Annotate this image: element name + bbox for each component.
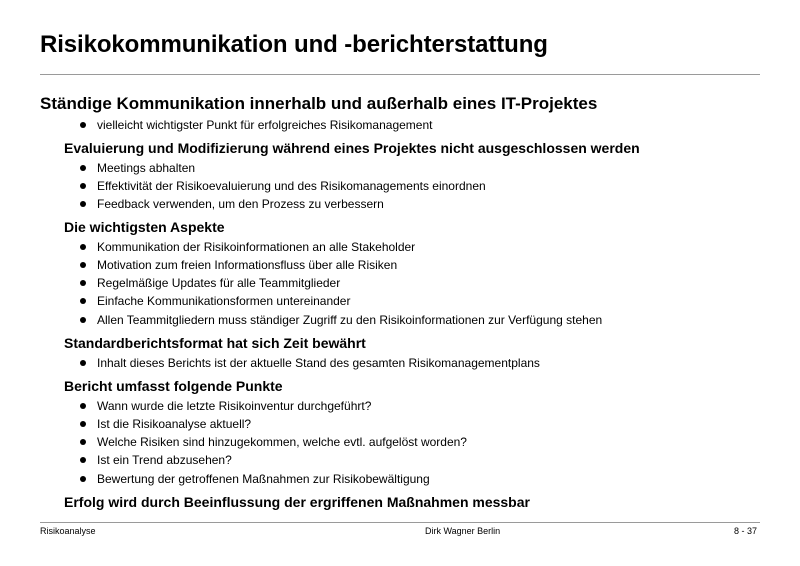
list-item [80, 160, 195, 176]
list-item [80, 452, 232, 468]
list-item [80, 275, 340, 291]
bullet-text: Ist die Risikoanalyse aktuell? [97, 417, 252, 431]
bullet-icon [80, 360, 86, 366]
section-heading: Die wichtigsten Aspekte [64, 219, 225, 235]
list-item [80, 178, 486, 194]
bullet-icon [80, 183, 86, 189]
list-item [80, 416, 251, 432]
slide-title: Risikokommunikation und -berichterstattung [40, 31, 548, 58]
bullet-text: Regelmäßige Updates für alle Teammitglieder [97, 276, 341, 290]
section-heading: Bericht umfasst folgende Punkte [64, 378, 283, 394]
bullet-text: Bewertung der getroffenen Maßnahmen zur Risikobewältigung [97, 472, 430, 486]
bullet-icon [80, 298, 86, 304]
bullet-text: Motivation zum freien Informationsfluss über alle Risiken [97, 258, 398, 272]
bullet-icon [80, 317, 86, 323]
footer-topic: Risikoanalyse [40, 526, 96, 536]
list-item [80, 239, 415, 255]
list-item [80, 196, 384, 212]
bullet-text: Meetings abhalten [97, 161, 196, 175]
bullet-icon [80, 421, 86, 427]
footer-author: Dirk Wagner Berlin [425, 526, 501, 536]
bullet-text: vielleicht wichtigster Punkt für erfolgreiches Risikomanagement [97, 118, 433, 132]
main-heading: Ständige Kommunikation innerhalb und außerhalb eines IT-Projektes [40, 94, 598, 113]
bullet-icon [80, 122, 86, 128]
footer-page-number: 8 - 37 [734, 526, 758, 536]
bullet-icon [80, 165, 86, 171]
bullet-text: Wann wurde die letzte Risikoinventur durchgeführt? [97, 399, 372, 413]
bullet-icon [80, 403, 86, 409]
list-item [80, 471, 430, 487]
bullet-text: Inhalt dieses Berichts ist der aktuelle Stand des gesamten Risikomanagementplans [97, 356, 540, 370]
list-item [80, 398, 371, 414]
bullet-text: Ist ein Trend abzusehen? [97, 453, 232, 467]
list-item [80, 355, 540, 371]
list-item [80, 293, 350, 309]
section-heading: Standardberichtsformat hat sich Zeit bewährt [64, 335, 366, 351]
list-item [80, 257, 397, 273]
list-item [80, 434, 467, 450]
title-divider [40, 74, 760, 75]
section-heading: Evaluierung und Modifizierung während eines Projektes nicht ausgeschlossen werden [64, 140, 640, 156]
list-item [80, 312, 602, 328]
footer-divider [40, 522, 760, 523]
bullet-icon [80, 457, 86, 463]
bullet-text: Einfache Kommunikationsformen untereinander [97, 294, 351, 308]
bullet-text: Kommunikation der Risikoinformationen an alle Stakeholder [97, 240, 416, 254]
bullet-icon [80, 244, 86, 250]
bullet-icon [80, 476, 86, 482]
bullet-icon [80, 280, 86, 286]
bullet-icon [80, 201, 86, 207]
list-item [80, 117, 432, 133]
bullet-text: Feedback verwenden, um den Prozess zu verbessern [97, 197, 384, 211]
bullet-icon [80, 439, 86, 445]
section-heading: Erfolg wird durch Beeinflussung der ergriffenen Maßnahmen messbar [64, 494, 530, 510]
bullet-text: Welche Risiken sind hinzugekommen, welche evtl. aufgelöst worden? [97, 435, 467, 449]
bullet-text: Allen Teammitgliedern muss ständiger Zugriff zu den Risikoinformationen zur Verfügung stehen [97, 313, 603, 327]
bullet-icon [80, 262, 86, 268]
bullet-text: Effektivität der Risikoevaluierung und des Risikomanagements einordnen [97, 179, 486, 193]
